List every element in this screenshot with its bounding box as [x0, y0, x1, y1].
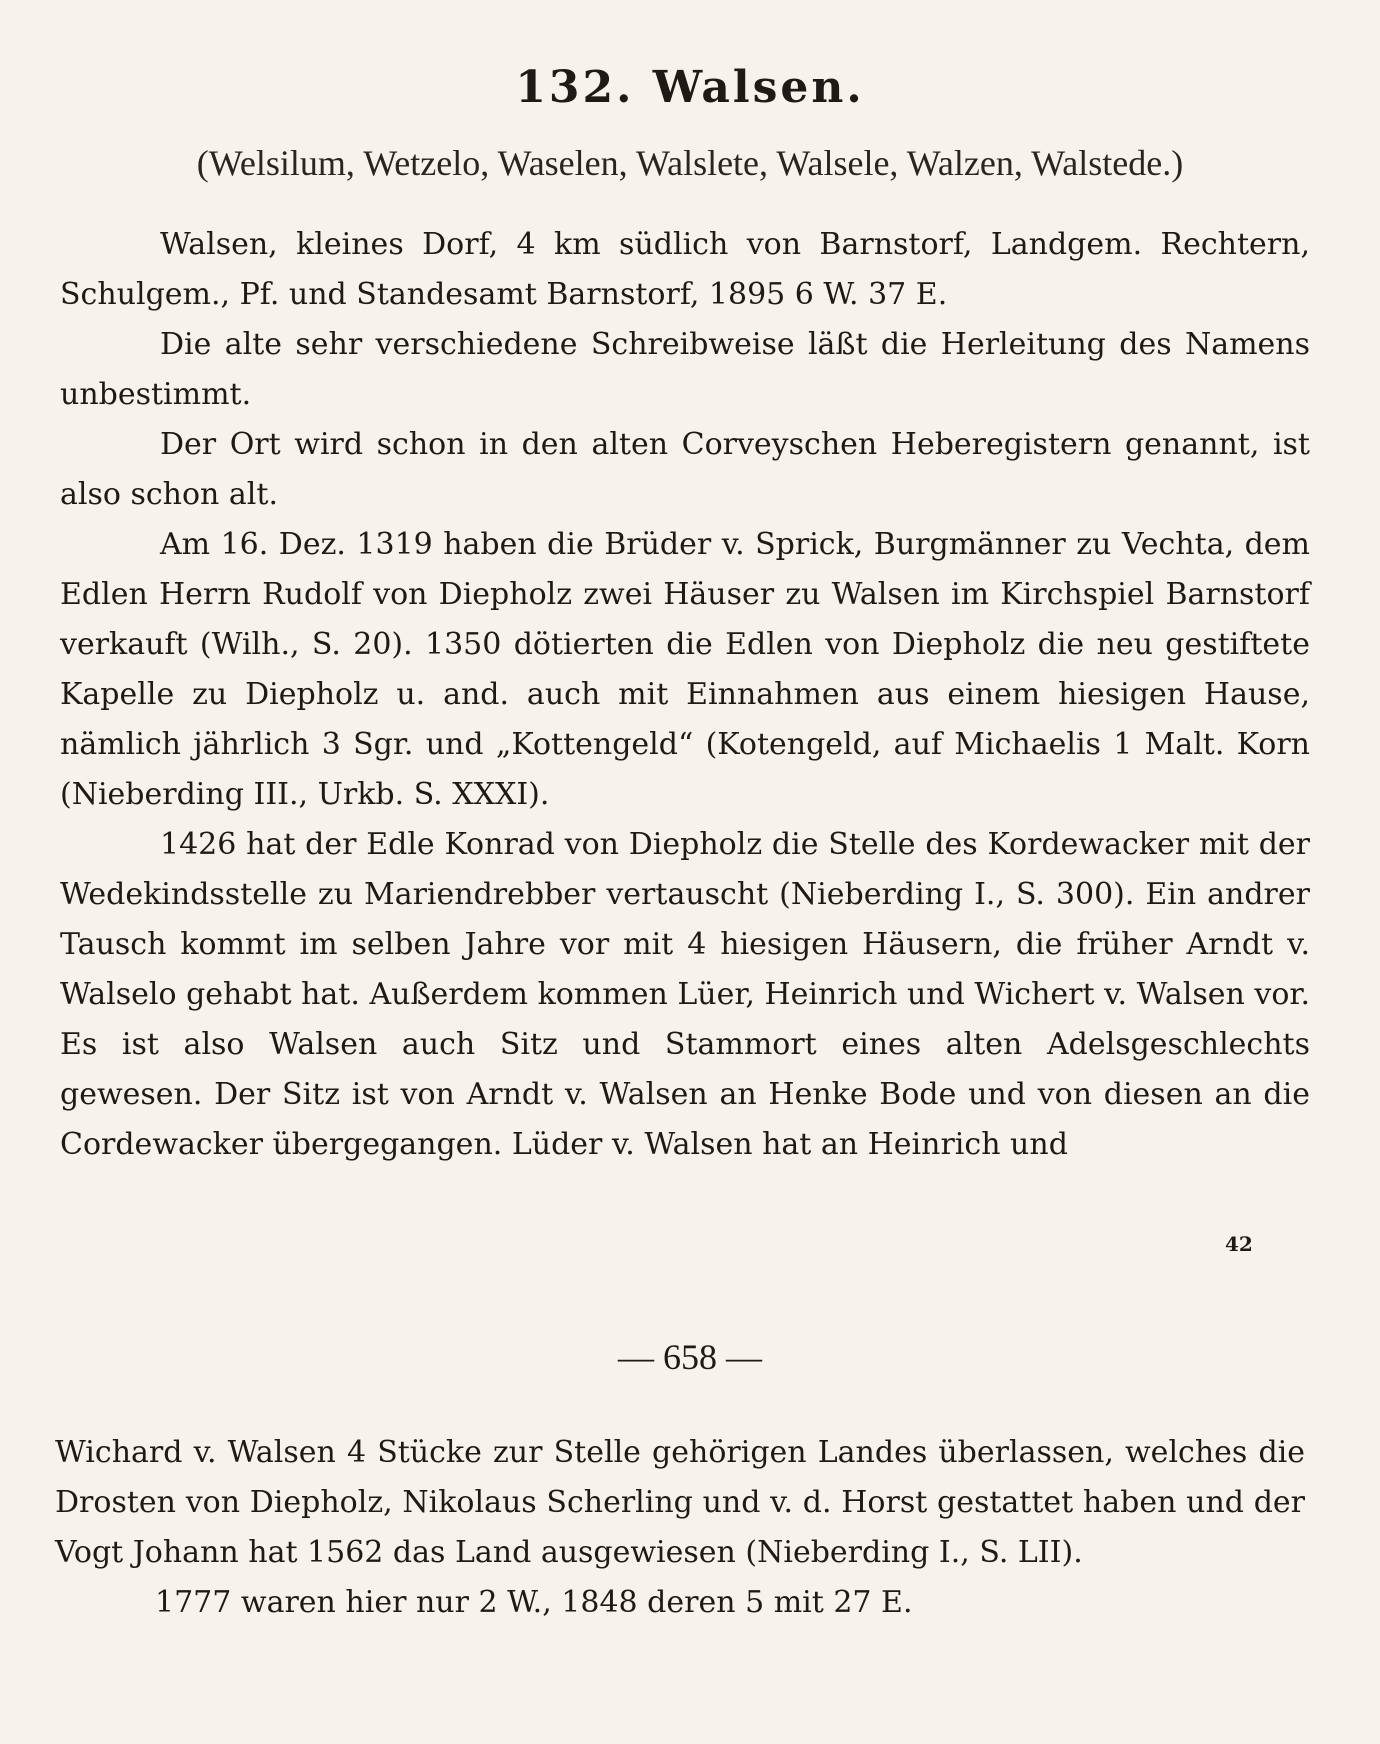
paragraph-corvey: Der Ort wird schon in den alten Corveyschen Heberegistern genannt, ist also schon alt.	[60, 427, 1310, 512]
paragraph-continuation: Wichard v. Walsen 4 Stücke zur Stelle gehörigen Landes überlassen, welches die Drosten von Diepholz, Nikolaus Scherling und v. d. Horst gestattet haben und der Vogt Johann hat 1562 das Land ausgewiesen (Nieberding I., S. LII).	[55, 1435, 1305, 1570]
continuation-text	[55, 1428, 1305, 1628]
paragraph-1426: 1426 hat der Edle Konrad von Diepholz die Stelle des Kordewacker mit der Wedekindsstelle zu Mariendrebber vertauscht (Nieberding I., S. 300). Ein andrer Tausch kommt im selben Jahre vor mit 4 hiesigen Häusern, die früher Arndt v. Walselo gehabt hat. Außerdem kommen Lüer, Heinrich und Wichert v. Walsen vor. Es ist also Walsen auch Sitz und Stammort eines alten Adelsgeschlechts gewesen. Der Sitz ist von Arndt v. Walsen an Henke Bode und von diesen an die Cordewacker übergegangen. Lüder v. Walsen hat an Heinrich und	[60, 827, 1310, 1162]
page-number: — 658 —	[618, 1337, 762, 1377]
paragraph-1777: 1777 waren hier nur 2 W., 1848 deren 5 mit 27 E.	[155, 1585, 913, 1620]
paragraph-etymology: Die alte sehr verschiedene Schreibweise läßt die Herleitung des Namens unbestimmt.	[60, 327, 1310, 412]
chapter-title: 132. Walsen.	[515, 62, 865, 113]
paragraph-1319: Am 16. Dez. 1319 haben die Brüder v. Sprick, Burgmänner zu Vechta, dem Edlen Herrn Rudolf von Diepholz zwei Häuser zu Walsen im Kirchspiel Barnstorf verkauft (Wilh., S. 20). 1350 dötierten die Edlen von Diepholz die neu gestiftete Kapelle zu Diepholz u. and. auch mit Einnahmen aus einem hiesigen Hause, nämlich jährlich 3 Sgr. und „Kottengeld“ (Kotengeld, auf Michaelis 1 Malt. Korn (Nieberding III., Urkb. S. XXXI).	[60, 527, 1310, 812]
signature-mark: 42	[1225, 1232, 1253, 1256]
paragraph-location: Walsen, kleines Dorf, 4 km südlich von Barnstorf, Landgem. Rechtern, Schulgem., Pf. und Standesamt Barnstorf, 1895 6 W. 37 E.	[60, 227, 1310, 312]
name-variants: (Welsilum, Wetzelo, Waselen, Walslete, Walsele, Walzen, Walstede.)	[196, 143, 1184, 183]
main-text	[60, 220, 1310, 1170]
